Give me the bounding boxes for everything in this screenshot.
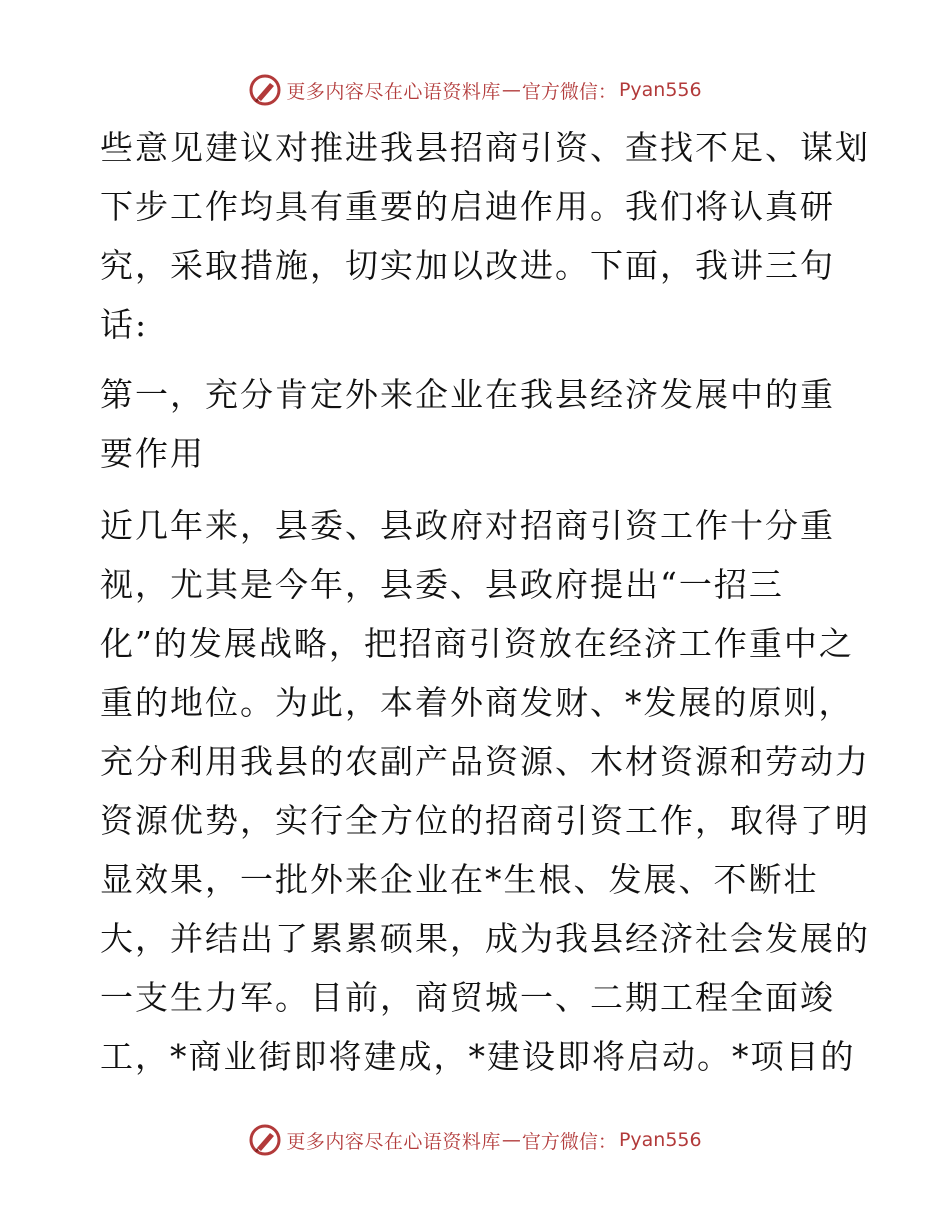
body-line: 些意见建议对推进我县招商引资、查找不足、谋划 xyxy=(100,128,870,167)
body-line: 近几年来，县委、县政府对招商引资工作十分重 xyxy=(100,506,835,545)
banner-site-text: 更多内容尽在心语资料库 xyxy=(286,80,501,103)
pen-logo-icon xyxy=(248,1123,282,1157)
section-heading-line: 第一，充分肯定外来企业在我县经济发展中的重 xyxy=(100,375,835,414)
banner-wechat-id: Pyan556 xyxy=(618,1129,702,1151)
footer-watermark-banner xyxy=(0,1120,950,1160)
body-line: 重的地位。为此，本着外商发财、*发展的原则， xyxy=(100,683,854,722)
section-heading-line: 要作用 xyxy=(100,434,205,473)
banner-wechat-label: 官方微信： xyxy=(521,1130,617,1153)
body-line: 视，尤其是今年，县委、县政府提出“一招三 xyxy=(100,565,784,604)
body-line: 资源优势，实行全方位的招商引资工作，取得了明 xyxy=(100,801,870,840)
banner-separator: — xyxy=(501,1129,521,1151)
body-line: 化”的发展战略，把招商引资放在经济工作重中之 xyxy=(100,624,854,663)
banner-separator: — xyxy=(501,79,521,101)
body-line: 大，并结出了累累硕果，成为我县经济社会发展的 xyxy=(100,919,870,958)
body-line: 究，采取措施，切实加以改进。下面，我讲三句 xyxy=(100,246,835,285)
body-line: 充分利用我县的农副产品资源、木材资源和劳动力 xyxy=(100,742,870,781)
body-line: 下步工作均具有重要的启迪作用。我们将认真研 xyxy=(100,187,835,226)
banner-wechat-id: Pyan556 xyxy=(618,79,702,101)
body-line: 工，*商业街即将建成，*建设即将启动。*项目的 xyxy=(100,1037,856,1076)
pen-logo-icon xyxy=(248,73,282,107)
header-watermark-banner xyxy=(0,70,950,110)
body-line: 话: xyxy=(100,305,149,344)
body-line: 显效果，一批外来企业在*生根、发展、不断壮 xyxy=(100,860,819,899)
banner-wechat-label: 官方微信： xyxy=(521,80,617,103)
body-line: 一支生力军。目前，商贸城一、二期工程全面竣 xyxy=(100,978,835,1017)
banner-site-text: 更多内容尽在心语资料库 xyxy=(286,1130,501,1153)
